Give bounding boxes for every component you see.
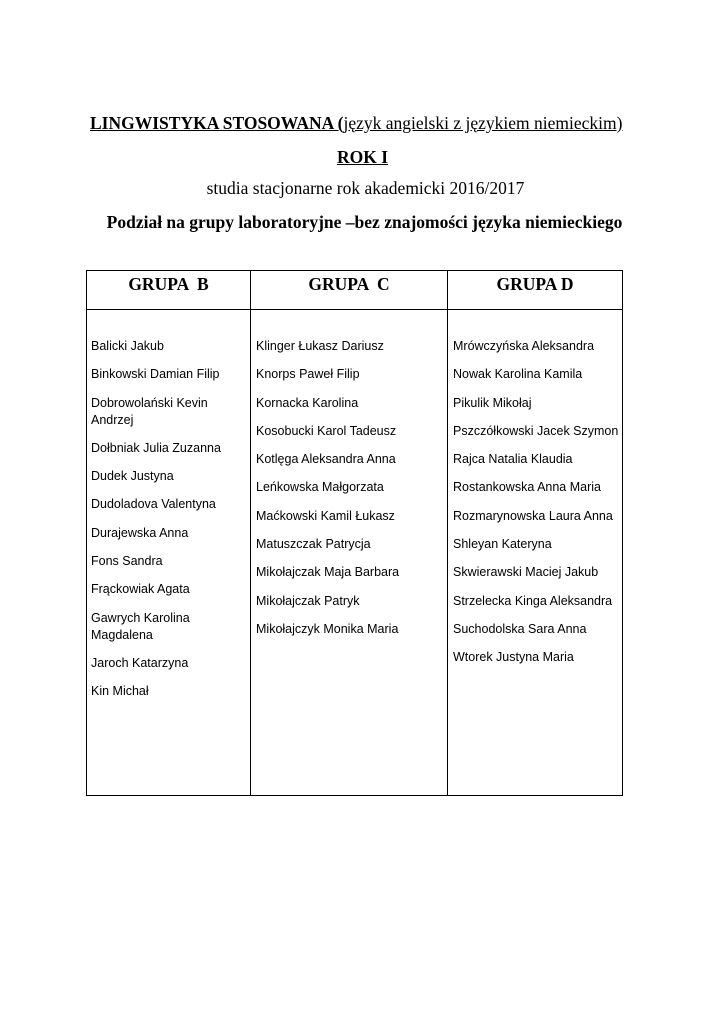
list-item: Rostankowska Anna Maria (453, 480, 601, 495)
list-item: Strzelecka Kinga Aleksandra (453, 593, 613, 608)
column-divider (250, 271, 251, 795)
division-info: Podział na grupy laboratoryjne –bez znajomości języka niemieckiego (106, 212, 623, 232)
list-item: Kin Michał (91, 684, 149, 699)
list-item: Kotlęga Aleksandra Anna (256, 452, 396, 467)
list-item: Kornacka Karolina (256, 395, 359, 410)
list-item: Jaroch Katarzyna (91, 655, 189, 670)
title-program-name: LINGWISTYKA STOSOWANA ( (90, 113, 344, 133)
list-item: Frąckowiak Agata (91, 582, 190, 597)
list-item: Knorps Paweł Filip (256, 367, 360, 382)
list-item: Durajewska Anna (91, 525, 189, 540)
list-item: Rozmarynowska Laura Anna (453, 508, 613, 523)
list-item: Rajca Natalia Klaudia (453, 452, 573, 467)
list-item: Matuszczak Patrycja (256, 537, 371, 552)
group-c-list (256, 338, 444, 649)
list-item: Mikołajczak Maja Barbara (256, 565, 400, 580)
list-item: Dudoladova Valentyna (91, 497, 216, 512)
study-info: studia stacjonarne rok akademicki 2016/2017 (206, 178, 525, 198)
list-item: Maćkowski Kamil Łukasz (256, 508, 395, 523)
group-d-header: GRUPA D (496, 274, 574, 294)
document-title (90, 113, 622, 134)
list-item: Gawrych Karolina Magdalena (91, 610, 190, 642)
year-label: ROK I (336, 147, 389, 167)
list-item: Dudek Justyna (91, 469, 174, 484)
title-language-spec: język angielski z językiem niemieckim) (343, 113, 623, 133)
group-d-list (453, 338, 621, 678)
list-item: Mikołajczak Patryk (256, 593, 360, 608)
list-item: Balicki Jakub (91, 339, 164, 353)
list-item: Suchodolska Sara Anna (453, 621, 587, 636)
header-divider (87, 309, 622, 310)
list-item: Binkowski Damian Filip (91, 367, 220, 382)
groups-table (86, 270, 623, 796)
list-item: Shleyan Kateryna (453, 537, 552, 552)
list-item: Nowak Karolina Kamila (453, 367, 583, 382)
list-item: Wtorek Justyna Maria (453, 650, 574, 665)
group-b-header: GRUPA B (128, 274, 209, 294)
list-item: Mrówczyńska Aleksandra (453, 339, 595, 353)
list-item: Mikołajczyk Monika Maria (256, 621, 399, 636)
list-item: Pszczółkowski Jacek Szymon (453, 423, 619, 438)
list-item: Fons Sandra (91, 554, 163, 569)
group-b-list (91, 338, 241, 712)
list-item: Kosobucki Karol Tadeusz (256, 423, 397, 438)
list-item: Skwierawski Maciej Jakub (453, 565, 599, 580)
list-item: Klinger Łukasz Dariusz (256, 339, 384, 353)
column-divider (447, 271, 448, 795)
list-item: Dołbniak Julia Zuzanna (91, 440, 221, 455)
list-item: Pikulik Mikołaj (453, 395, 532, 410)
group-c-header: GRUPA C (308, 274, 390, 294)
list-item: Dobrowolański Kevin Andrzej (91, 395, 208, 427)
list-item: Leńkowska Małgorzata (256, 480, 384, 495)
